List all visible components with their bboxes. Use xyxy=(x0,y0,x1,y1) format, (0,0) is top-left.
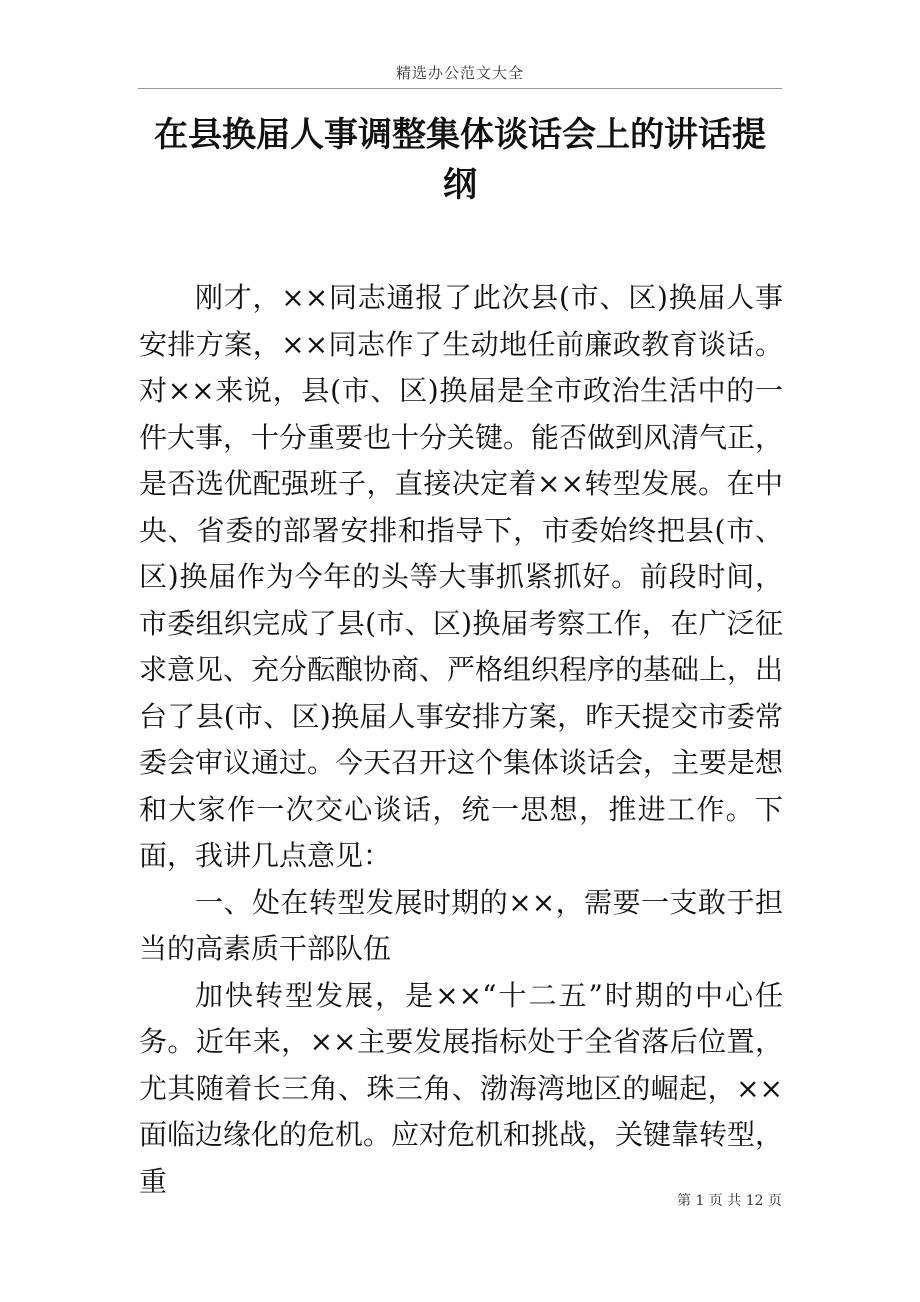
paragraph-section-1: 加快转型发展，是××“十二五”时期的中心任务。近年来，××主要发展指标处于全省落后位置，尤其随着长三角、珠三角、渤海湾地区的崛起，××面临边缘化的危机。应对危机和挑战，关键靠转型，重 xyxy=(139,978,784,1198)
document-title: 在县换届人事调整集体谈话会上的讲话提纲 xyxy=(154,115,766,205)
page-header: 精选办公范文大全 xyxy=(395,64,524,82)
document-body xyxy=(139,275,783,1205)
paragraph-intro: 刚才，××同志通报了此次县(市、区)换届人事安排方案，××同志作了生动地任前廉政教育谈话。对××来说，县(市、区)换届是全市政治生活中的一件大事，十分重要也十分关键。能否做到风清气正，是否选优配强班子，直接决定着××转型发展。在中央、省委的部署安排和指导下，市委始终把县(市、区)换届作为今年的头等大事抓紧抓好。前段时间，市委组织完成了县(市、区)换届考察工作，在广泛征求意见、充分酝酿协商、严格组织程序的基础上，出台了县(市、区)换届人事安排方案，昨天提交市委常委会审议通过。今天召开这个集体谈话会，主要是想和大家作一次交心谈话，统一思想，推进工作。下面，我讲几点意见： xyxy=(139,281,784,872)
page-footer: 第 1 页 共 12 页 xyxy=(677,1193,782,1209)
header-divider xyxy=(138,88,782,89)
section-heading-1: 一、处在转型发展时期的××，需要一支敢于担当的高素质干部队伍 xyxy=(139,885,783,965)
